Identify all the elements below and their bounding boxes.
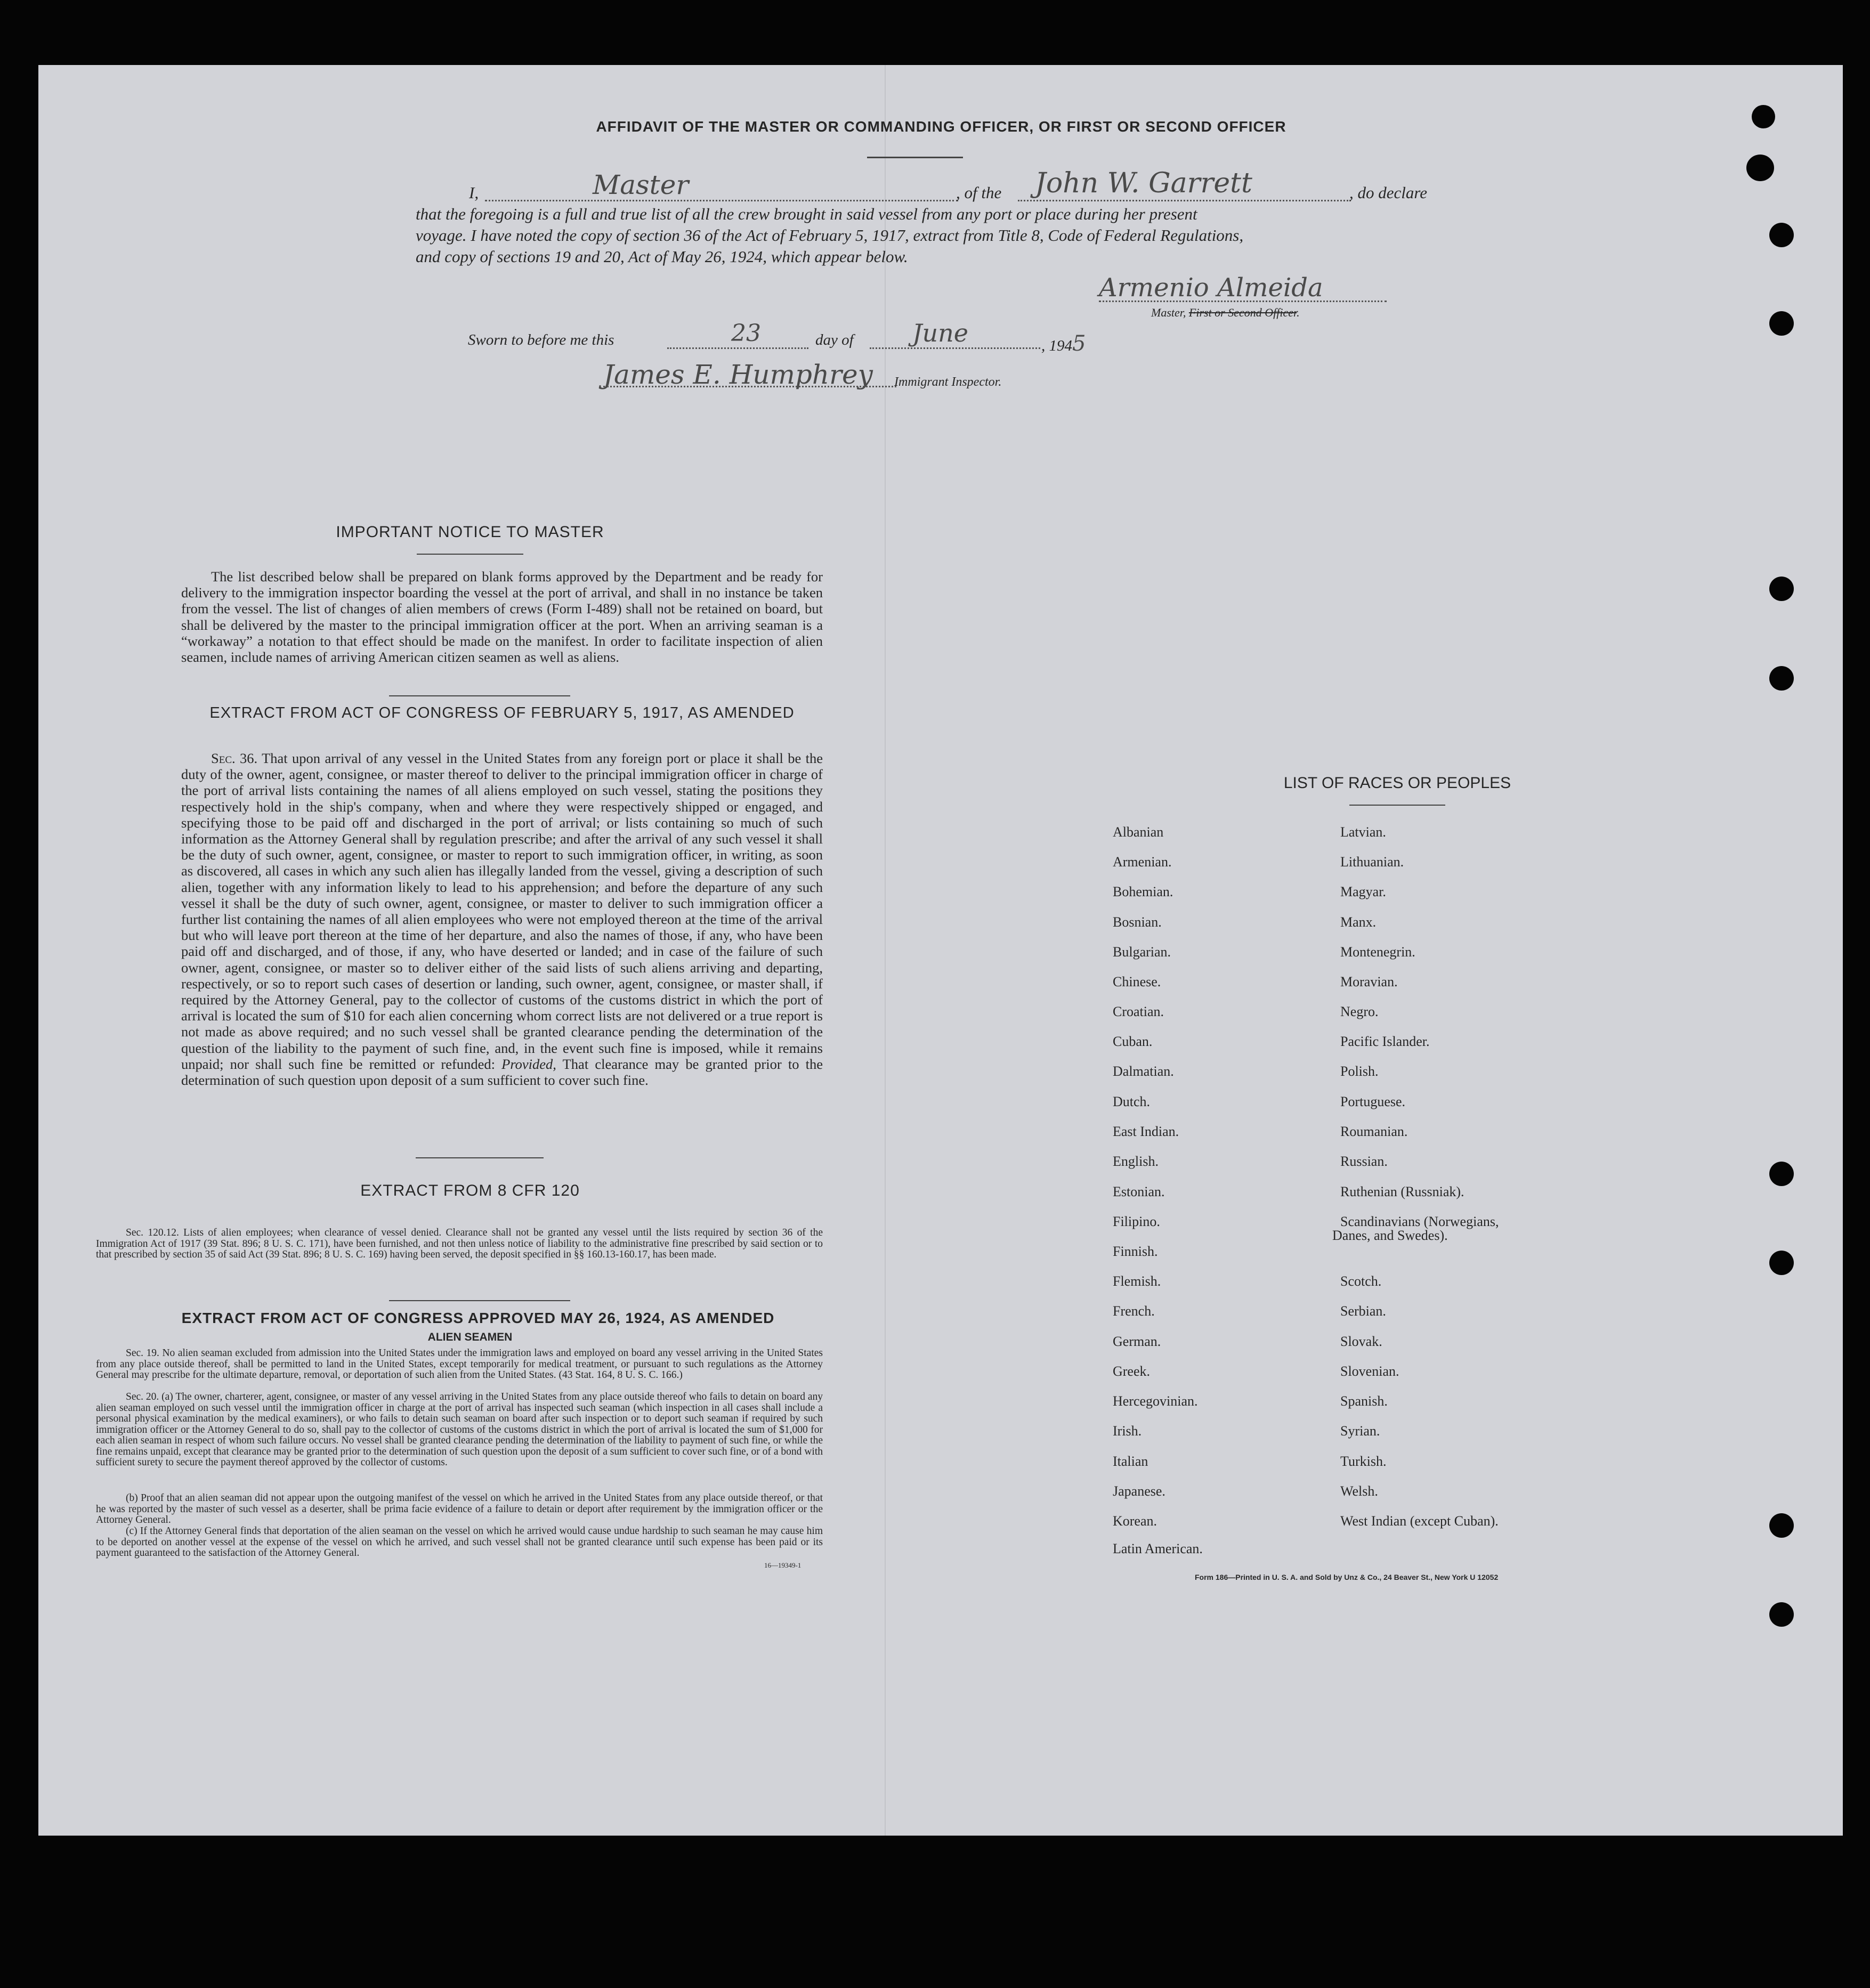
race-item: French.: [1113, 1303, 1155, 1319]
race-item: Chinese.: [1113, 974, 1161, 989]
race-item: Dutch.: [1113, 1094, 1151, 1109]
affidavit-line-3: voyage. I have noted the copy of section 36 of the Act of February 5, 1917, extract from Title 8, Code of Federal Regulations,: [416, 226, 1244, 245]
race-item: Japanese.: [1113, 1483, 1165, 1499]
vessel-fill-line: [1018, 200, 1351, 201]
race-item: Finnish.: [1113, 1244, 1158, 1259]
extract-8cfr-title: EXTRACT FROM 8 CFR 120: [360, 1182, 580, 1199]
race-item: Bohemian.: [1113, 884, 1173, 899]
race-item: Albanian: [1113, 824, 1164, 840]
extract-1924-title: EXTRACT FROM ACT OF CONGRESS APPROVED MAY 26, 1924, AS AMENDED: [181, 1310, 775, 1326]
month-handwritten: June: [912, 319, 968, 347]
race-item: Armenian.: [1113, 854, 1172, 870]
race-item: Latvian.: [1340, 824, 1386, 840]
divider: [417, 554, 523, 555]
punch-hole: [1769, 1162, 1794, 1186]
affidavit-i-label: I,: [469, 183, 479, 202]
race-item: Moravian.: [1340, 974, 1398, 989]
race-item: Negro.: [1340, 1004, 1379, 1019]
master-fill-line: [485, 200, 958, 201]
punch-hole: [1769, 223, 1794, 247]
punch-hole: [1769, 311, 1794, 336]
race-item: English.: [1113, 1154, 1159, 1169]
extract-1924-sec20a: Sec. 20. (a) The owner, charterer, agent, consignee, or master of any vessel arriving in the United States from any place outside thereof who fails to detain on board any alien seaman employed on such vessel until the immigration officer in charge at the port of arrival has inspected such seaman (which inspection in all cases shall include a personal physical examination by the medical examiners), or who fails to detain such seaman on board after such inspection or to deport such seaman if required by such immigration officer or the Attorney General to do so, shall pay to the collector of customs of the customs district in which the port of arrival is located the sum of $1,000 for each alien seaman in respect of whom such failure occurs. No vessel shall be granted clearance pending the determination of the liability to payment of such fine, or while the fine remains unpaid, except that clearance may be granted prior to the determination of such question upon the deposit of a sum sufficient to cover such fine, or of a bond with sufficient surety to secure the payment thereof approved by the collector of customs.: [96, 1391, 823, 1468]
punch-hole: [1752, 105, 1775, 128]
affidavit-line-4: and copy of sections 19 and 20, Act of May 26, 1924, which appear below.: [416, 247, 908, 266]
race-item: Filipino.: [1113, 1214, 1160, 1229]
race-item: Ruthenian (Russniak).: [1340, 1184, 1464, 1199]
race-item: Pacific Islander.: [1340, 1034, 1430, 1049]
race-item: Polish.: [1340, 1064, 1379, 1079]
punch-hole: [1769, 1251, 1794, 1275]
race-item: Spanish.: [1340, 1393, 1388, 1409]
document-page: [38, 65, 1843, 1836]
race-item: Cuban.: [1113, 1034, 1153, 1049]
race-item: Portuguese.: [1340, 1094, 1406, 1109]
races-title: LIST OF RACES OR PEOPLES: [1283, 774, 1511, 792]
extract-1924-sec19: Sec. 19. No alien seaman excluded from admission into the United States under the immigration laws and employed on board any vessel arriving in the United States from any place outside thereof, shall be permitted to land in the United States, except temporarily for medical treatment, or pursuant to such regulations as the Attorney General may prescribe for the ultimate departure, removal, or deportation of such alien from the United States. (43 Stat. 164, 8 U. S. C. 166.): [96, 1348, 823, 1381]
notice-text: The list described below shall be prepared on blank forms approved by the Department and be ready for delivery to the immigration inspector boarding the vessel at the port of arrival, and shall in no instance be taken from the vessel. The list of changes of alien members of crews (Form I-489) shall not be retained on board, but shall be delivered by the master to the principal immigration officer at the port. When an arriving seaman is a “workaway” a notation to that effect should be made on the manifest. In order to facilitate inspection of alien seamen, include names of arriving American citizen seamen as well as aliens.: [181, 569, 823, 666]
punch-hole: [1746, 155, 1774, 181]
divider: [867, 157, 963, 158]
race-item: Irish.: [1113, 1423, 1142, 1439]
inspector-line: [603, 386, 896, 387]
race-item: Syrian.: [1340, 1423, 1380, 1439]
race-item: East Indian.: [1113, 1124, 1179, 1139]
do-declare-label: , do declare: [1349, 183, 1428, 202]
extract-1924-sec20c: (c) If the Attorney General finds that deportation of the alien seaman on the vessel on which he arrived would cause undue hardship to such seaman he may cause him to be deported on another vessel at the expense of the vessel on which he arrived, and such vessel shall not be granted clearance until such expense has been paid or its payment guaranteed to the satisfaction of the Attorney General.: [96, 1526, 823, 1559]
race-item: Montenegrin.: [1340, 944, 1415, 960]
master-signature: Armenio Almeida: [1099, 273, 1323, 303]
punch-hole: [1769, 577, 1794, 601]
race-item: Hercegovinian.: [1113, 1393, 1198, 1409]
divider: [1349, 805, 1445, 806]
extract-1917-title: EXTRACT FROM ACT OF CONGRESS OF FEBRUARY 5, 1917, AS AMENDED: [209, 704, 795, 721]
race-item: Latin American.: [1113, 1541, 1203, 1556]
race-item: Scotch.: [1340, 1273, 1382, 1289]
signature-caption: Master, First or Second Officer.: [1151, 306, 1300, 319]
day-fill-line: [667, 347, 808, 349]
of-the-label: , of the: [956, 183, 1002, 202]
extract-1917-text: Sec. 36. That upon arrival of any vessel in the United States from any foreign port or place it shall be the duty of the owner, agent, consignee, or master thereof to deliver to the principal immigration officer in charge of the port of arrival lists containing the names of all aliens employed on such vessel, stating the positions they respectively hold in the ship's company, when and where they were respectively shipped or engaged, and specifying those to be paid off and discharged in the port of arrival; or lists containing so much of such information as the Attorney General shall by regulation prescribe; and after the arrival of any such vessel it shall be the duty of such owner, agent, consignee, or master to report to such immigration officer, in writing, as soon as discovered, all cases in which any such alien has illegally landed from the vessel, giving a description of such alien, together with any information likely to lead to his apprehension; and before the departure of any such vessel it shall be the duty of such owner, agent, consignee, or master to deliver to such immigration officer a further list containing the names of all alien employees who were not employed thereon at the time of the arrival but who will leave port thereon at the time of her departure, and also the names of those, if any, who have been paid off and discharged, and of those, if any, who have deserted or landed; and in case of the failure of such owner, agent, consignee, or master so to deliver either of the said lists of such aliens arriving and departing, respectively, or so to report such cases of desertion or landing, such owner, agent, consignee, or master shall, if required by the Attorney General, pay to the collector of customs of the customs district in which the port of arrival is located the sum of $10 for each alien concerning whom correct lists are not delivered or a true report is not made as above required; and no such vessel shall be granted clearance pending the determination of the question of the liability to the payment of such fine, and, in the event such fine is imposed, while it remains unpaid; nor shall such fine be remitted or refunded: Provided, That clearance may be granted prior to the determination of such question upon deposit of a sum sufficient to cover such fine.: [181, 750, 823, 1089]
punch-hole: [1769, 1602, 1794, 1627]
inspector-caption: Immigrant Inspector.: [894, 375, 1002, 389]
race-item: Dalmatian.: [1113, 1064, 1174, 1079]
divider: [389, 695, 570, 696]
race-item: Welsh.: [1340, 1483, 1378, 1499]
extract-8cfr-text: Sec. 120.12. Lists of alien employees; when clearance of vessel denied. Clearance shall not be granted any vessel until the lists required by section 36 of the Immigration Act of 1917 (39 Stat. 896; 8 U. S. C. 171), have been furnished, and not then unless notice of liability to the administrative fine prescribed by said section or to that prescribed by section 35 of said Act (39 Stat. 896; 8 U. S. C. 169) having been served, the deposit specified in §§ 160.13-160.17, has been made.: [96, 1227, 823, 1260]
race-item: West Indian (except Cuban).: [1340, 1513, 1499, 1529]
vessel-handwritten: John W. Garrett: [1035, 167, 1252, 199]
race-item: Russian.: [1340, 1154, 1388, 1169]
year-label: , 1945: [1041, 331, 1086, 356]
race-item: Italian: [1113, 1454, 1148, 1469]
master-handwritten: Master: [593, 169, 689, 200]
race-item: Estonian.: [1113, 1184, 1165, 1199]
affidavit-title: AFFIDAVIT OF THE MASTER OR COMMANDING OFFICER, OR FIRST OR SECOND OFFICER: [596, 118, 1286, 135]
race-item: Slovenian.: [1340, 1364, 1399, 1379]
race-item: German.: [1113, 1334, 1161, 1349]
punch-hole: [1769, 1513, 1794, 1538]
day-of-label: day of: [815, 331, 854, 348]
race-item: Magyar.: [1340, 884, 1386, 899]
punch-hole: [1769, 666, 1794, 691]
race-item: Turkish.: [1340, 1454, 1387, 1469]
race-item: Croatian.: [1113, 1004, 1164, 1019]
race-item: Serbian.: [1340, 1303, 1386, 1319]
page-fold: [885, 65, 886, 1836]
race-item: Korean.: [1113, 1513, 1157, 1529]
month-fill-line: [870, 347, 1040, 349]
race-item: Scandinavians (Norwegians,: [1340, 1214, 1499, 1229]
race-item: Lithuanian.: [1340, 854, 1404, 870]
race-item: Greek.: [1113, 1364, 1151, 1379]
divider: [389, 1300, 570, 1301]
sworn-label: Sworn to before me this: [468, 331, 614, 348]
race-item: Roumanian.: [1340, 1124, 1408, 1139]
race-item: Slovak.: [1340, 1334, 1382, 1349]
inspector-signature: James E. Humphrey: [603, 359, 873, 390]
race-item: Flemish.: [1113, 1273, 1161, 1289]
extract-1924-sec20b: (b) Proof that an alien seaman did not appear upon the outgoing manifest of the vessel on which he arrived in the United States from any place outside thereof, or that he was reported by the master of such vessel as a deserter, shall be prima facie evidence of a failure to detain or deport after requirement by the immigration officer or the Attorney General.: [96, 1492, 823, 1526]
race-item: Bulgarian.: [1113, 944, 1171, 960]
signature-line: [1099, 301, 1387, 302]
print-code: 16—19349-1: [764, 1561, 802, 1569]
extract-1924-subtitle: ALIEN SEAMEN: [427, 1331, 513, 1343]
race-item: Bosnian.: [1113, 914, 1162, 930]
divider: [416, 1157, 544, 1158]
form-footer: Form 186—Printed in U. S. A. and Sold by Unz & Co., 24 Beaver St., New York U 12052: [1195, 1573, 1499, 1581]
race-item: Danes, and Swedes).: [1332, 1228, 1448, 1243]
notice-title: IMPORTANT NOTICE TO MASTER: [336, 523, 604, 541]
day-handwritten: 23: [731, 320, 761, 347]
race-item: Manx.: [1340, 914, 1377, 930]
affidavit-line-2: that the foregoing is a full and true list of all the crew brought in said vessel from any port or place during her present: [416, 205, 1197, 223]
